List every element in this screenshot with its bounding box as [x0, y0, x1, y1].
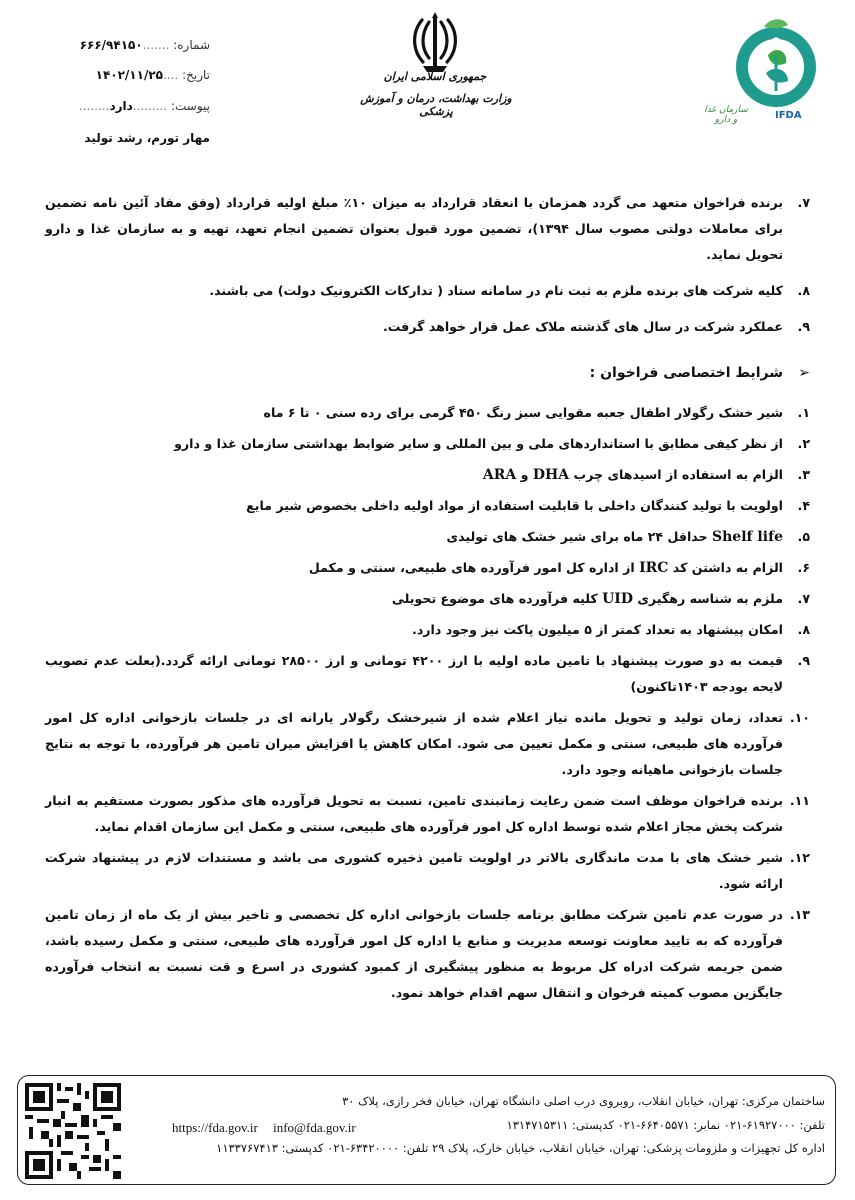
special-item: ۵. Shelf life حداقل ۲۴ ماه برای شیر خشک های تولیدی — [446, 529, 810, 545]
letter-body — [45, 190, 810, 1011]
footer-contacts — [172, 1120, 368, 1136]
logo-caption: سازمان غذا و دارو — [704, 105, 748, 125]
footer-website-link[interactable]: https://fda.gov.ir — [172, 1120, 258, 1135]
arrow-bullet-icon: ➢ — [798, 365, 810, 381]
general-item: ۷. برنده فراخوان متعهد می گردد همزمان با انعقاد قرارداد به میزان ۱۰٪ مبلغ اولیه قرارداد (وفق مفاد آئین نامه تضمین برای معاملات دولتی مصوب سال ۱۳۹۴)، تضمین مورد قبول بعنوان تضمین انجام تعهد، تهیه و به سازمان غذا و دارو تحویل نماید. — [45, 195, 810, 262]
slogan-line: مهار تورم، رشد تولید — [84, 131, 210, 145]
letter-number-value: ۶۶۶/۹۴۱۵۰ — [79, 38, 143, 52]
letter-attachment-label: پیوست: — [170, 99, 210, 113]
footer-department-address: اداره کل تجهیزات و ملزومات پزشکی: تهران، خیابان انقلاب، خیابان خارک، پلاک ۲۹ تلفن: ۶۳۴۲۰۰۰۰-۰۲۱ کدپستی: ۱۱۳۳۷۶۷۴۱۳ — [216, 1141, 825, 1155]
letter-attachment-value: دارد — [109, 99, 133, 113]
special-item: ۹. قیمت به دو صورت پیشنهاد با تامین ماده اولیه با ارز ۴۲۰۰ تومانی و ارز ۲۸۵۰۰ تومانی ارائه گردد.(بعلت عدم تصویب لایحه بودجه ۱۴۰۳تاکنون) — [45, 653, 810, 694]
special-item: ۱. شیر خشک رگولار اطفال جعبه مقوایی سبز رنگ ۴۵۰ گرمی برای رده سنی ۰ تا ۶ ماه — [263, 405, 810, 420]
general-item: ۸. کلیه شرکت های برنده ملزم به ثبت نام در سامانه ستاد ( تدارکات الکترونیک دولت) می باشند. — [209, 283, 810, 298]
letter-date: تاریخ: ....۱۴۰۲/۱۱/۲۵ — [95, 68, 210, 82]
special-item: ۱۲. شیر خشک های با مدت ماندگاری بالاتر در اولویت تامین ذخیره کشوری می باشد و مستندات لازم در پیشنهاد شرکت ارائه شود. — [45, 850, 810, 891]
special-item: ۲. از نظر کیفی مطابق با استانداردهای ملی و بین المللی و سایر ضوابط بهداشتی سازمان غذا و دارو — [174, 436, 810, 451]
special-item: ۷. ملزم به شناسه رهگیری UID کلیه فرآورده های موضوع تحویلی — [391, 591, 810, 607]
letter-number-label: شماره: — [173, 38, 210, 52]
special-item: ۱۰. تعداد، زمان تولید و تحویل مانده نیاز اعلام شده از شیرخشک رگولار یارانه ای در جلسات بازخوانی اداره کل امور فرآورده های طبیعی، سنتی و مکمل تعیین می شود. امکان کاهش یا افزایش میران تامین هر فرآورده، با توجه به نتایج جلسات بازخوانی ماهیانه وجود دارد. — [45, 710, 810, 777]
special-item: ۱۳. در صورت عدم تامین شرکت مطابق برنامه جلسات بازخوانی اداره کل تخصصی و تاخیر بیش از یک ماه از زمان تامین فرآورده که به تایید معاونت توسعه مدیریت و منابع یا اداره کل امور فرآورده های طبیعی، سنتی و مکمل رسیده باشد، ضمن جریمه شرکت ادراه کل مربوط به منظور پیشگیری از کمبود کشوری در اسرع و قت نسبت به انتخاب فرآورده جایگزین مصوب کمیته فرخوان و انتقال سهم اقدام خواهد نمود. — [45, 907, 810, 1000]
ifda-logo-icon — [728, 15, 820, 115]
ministry-name: وزارت بهداشت، درمان و آموزش پزشکی — [360, 92, 512, 118]
general-item: ۹. عملکرد شرکت در سال های گذشته ملاک عمل قرار خواهد گرفت. — [382, 319, 810, 334]
logo-abbreviation: IFDA — [775, 110, 802, 121]
special-item: ۸. امکان پیشنهاد به تعداد کمتر از ۵ میلیون پاکت نیز وجود دارد. — [412, 622, 810, 637]
special-item: ۴. اولویت با تولید کنندگان داخلی با قابلیت استفاده از مواد اولیه داخلی بخصوص شیر مایع — [246, 498, 810, 513]
special-item: ۳. الزام به استفاده از اسیدهای چرب DHA و ARA — [482, 467, 810, 483]
government-name: جمهوری اسلامی ایران — [383, 70, 487, 83]
iran-emblem-icon — [409, 12, 461, 74]
special-item: ۱۱. برنده فراخوان موظف است ضمن رعایت زمانبندی تامین، نسبت به تحویل فرآورده های مذکور بصورت مستقیم به انبار شرکت پخش مجاز اعلام شده توسط اداره کل امور فرآورده های طبیعی، سنتی و مکمل این سازمان اقدام نماید. — [45, 793, 810, 834]
footer-phone: تلفن: ۶۱۹۲۷۰۰۰-۰۲۱ نمابر: ۶۶۴۰۵۵۷۱-۰۲۱ کدپستی: ۱۳۱۴۷۱۵۳۱۱ — [506, 1118, 825, 1132]
section-title: شرایط اختصاصی فراخوان — [600, 365, 783, 381]
qr-code-icon — [25, 1083, 121, 1179]
letter-number: شماره: .......۶۶۶/۹۴۱۵۰ — [79, 38, 210, 52]
letter-date-value: ۱۴۰۲/۱۱/۲۵ — [95, 68, 163, 82]
footer-email-link[interactable]: info@fda.gov.ir — [273, 1120, 356, 1135]
letter-date-label: تاریخ: — [182, 68, 210, 82]
letter-attachment: پیوست: .........دارد........ — [78, 99, 210, 113]
section-heading: ➢ شرایط اختصاصی فراخوان : — [45, 360, 810, 386]
footer-address: ساختمان مرکزی: تهران، خیابان انقلاب، روبروی درب اصلی دانشگاه تهران، خیابان فخر رازی، پلاک ۳۰ — [342, 1094, 825, 1108]
special-item: ۶. الزام به داشتن کد IRC از اداره کل امور فرآورده های طبیعی، سنتی و مکمل — [308, 560, 810, 576]
